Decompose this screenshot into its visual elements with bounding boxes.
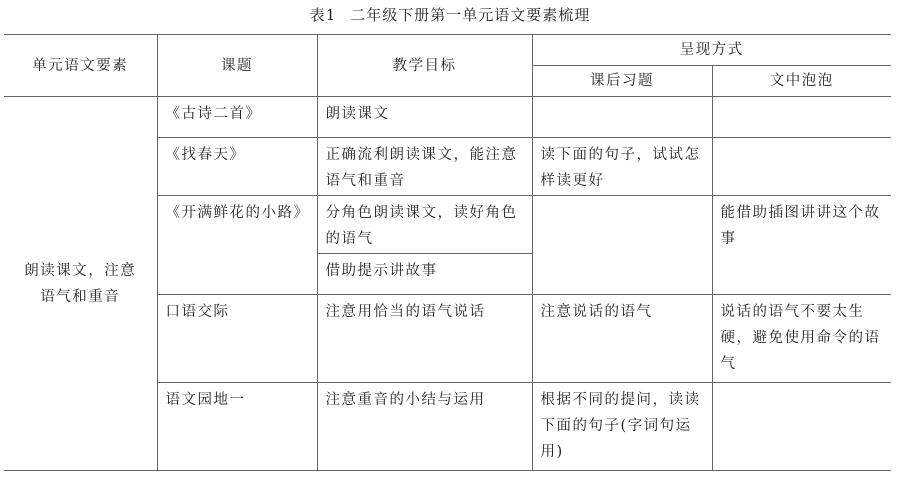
header-goal: 教学目标 [317, 35, 532, 97]
goal-cell: 正确流利朗读课文，能注意语气和重音 [317, 138, 532, 196]
bubble-cell: 说话的语气不要太生硬，避免使用命令的语气 [712, 295, 891, 383]
table-caption [0, 4, 900, 26]
exercise-cell: 根据不同的提问，读读下面的句子(字词句运用) [532, 383, 712, 471]
header-presentation: 呈现方式 [532, 35, 891, 66]
exercise-cell [532, 97, 712, 138]
elements-table [4, 34, 891, 471]
exercise-cell: 读下面的句子，试试怎样读更好 [532, 138, 712, 196]
table-number: 表1 [309, 6, 337, 24]
exercise-cell [532, 196, 712, 295]
bubble-cell [712, 138, 891, 196]
goal-cell: 注意重音的小结与运用 [317, 383, 532, 471]
table-title: 二年级下册第一单元语文要素梳理 [350, 6, 591, 24]
goal-cell: 朗读课文 [317, 97, 532, 138]
lesson-cell: 语文园地一 [157, 383, 317, 471]
lesson-cell: 《古诗二首》 [157, 97, 317, 138]
header-bubble: 文中泡泡 [712, 66, 891, 97]
lesson-cell: 《开满鲜花的小路》 [157, 196, 317, 295]
header-lesson: 课题 [157, 35, 317, 97]
lesson-cell: 口语交际 [157, 295, 317, 383]
lesson-cell: 《找春天》 [157, 138, 317, 196]
header-element: 单元语文要素 [4, 35, 157, 97]
exercise-cell: 注意说话的语气 [532, 295, 712, 383]
goal-cell: 分角色朗读课文，读好角色的语气 [317, 196, 532, 254]
goal-cell-secondary: 借助提示讲故事 [317, 254, 532, 295]
bubble-cell [712, 383, 891, 471]
header-exercise: 课后习题 [532, 66, 712, 97]
table-row [4, 97, 891, 138]
unit-element-cell: 朗读课文，注意语气和重音 [4, 97, 157, 471]
bubble-cell: 能借助插图讲讲这个故事 [712, 196, 891, 295]
bubble-cell [712, 97, 891, 138]
goal-cell: 注意用恰当的语气说话 [317, 295, 532, 383]
